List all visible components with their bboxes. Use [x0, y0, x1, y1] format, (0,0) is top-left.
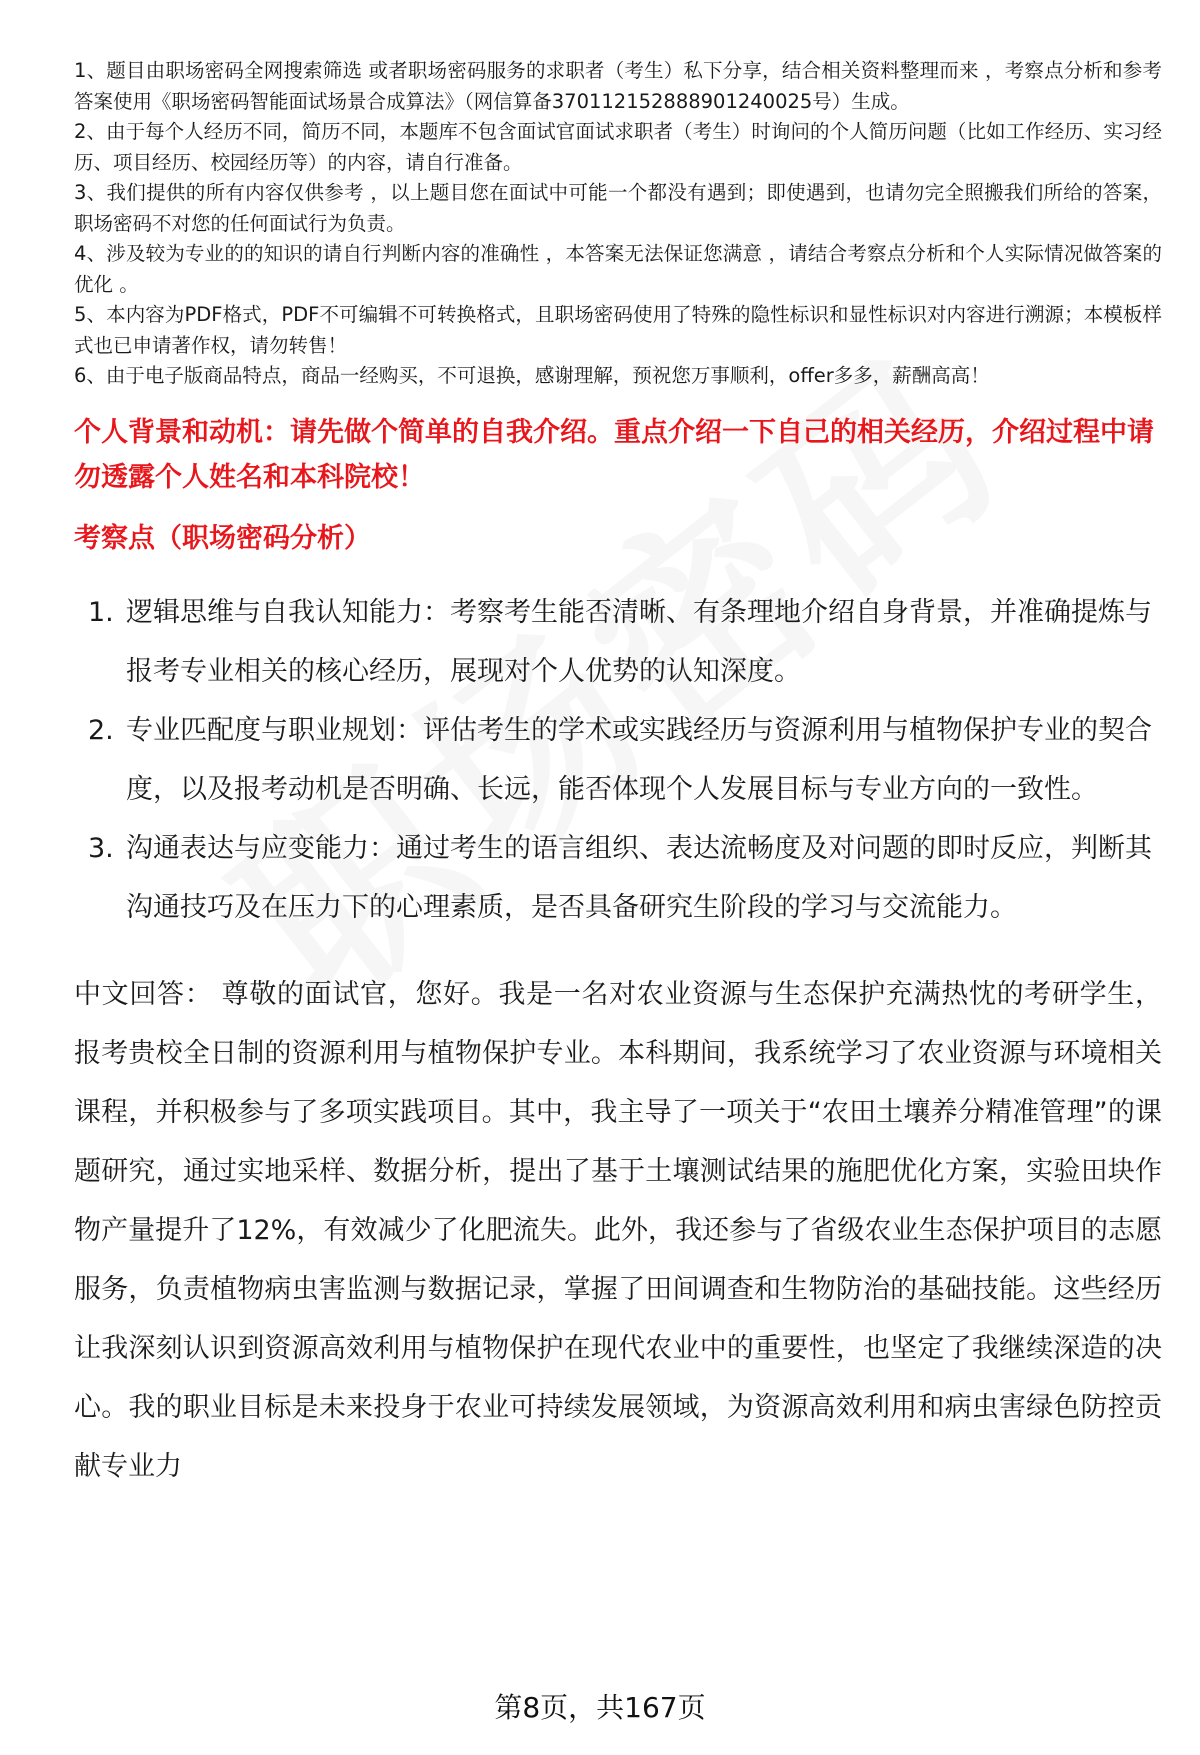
analysis-heading: 考察点（职场密码分析）	[74, 522, 371, 554]
document-page	[74, 56, 1162, 1523]
point-text: 沟通表达与应变能力：通过考生的语言组织、表达流畅度及对问题的即时反应，判断其沟通技巧及在压力下的心理素质，是否具备研究生阶段的学习与交流能力。	[126, 832, 1152, 923]
analysis-point	[74, 819, 1162, 937]
notice-item: 3、我们提供的所有内容仅供参考 ，以上题目您在面试中可能一个都没有遇到；即使遇到，也请勿完全照搬我们所给的答案，职场密码不对您的任何面试行为负责。	[74, 181, 1162, 235]
point-number: 3.	[88, 832, 114, 864]
notice-item: 1、题目由职场密码全网搜索筛选 或者职场密码服务的求职者（考生）私下分享，结合相关资料整理而来 ，考察点分析和参考答案使用《职场密码智能面试场景合成算法》（网信算备370112152888901240025号）生成。	[74, 59, 1162, 113]
answer-paragraph: 中文回答： 尊敬的面试官，您好。我是一名对农业资源与生态保护充满热忱的考研学生，报考贵校全日制的资源利用与植物保护专业。本科期间，我系统学习了农业资源与环境相关课程，并积极参与了多项实践项目。其中，我主导了一项关于“农田土壤养分精准管理”的课题研究，通过实地采样、数据分析，提出了基于土壤测试结果的施肥优化方案，实验田块作物产量提升了12%，有效减少了化肥流失。此外，我还参与了省级农业生态保护项目的志愿服务，负责植物病虫害监测与数据记录，掌握了田间调查和生物防治的基础技能。这些经历让我深刻认识到资源高效利用与植物保护在现代农业中的重要性，也坚定了我继续深造的决心。我的职业目标是未来投身于农业可持续发展领域，为资源高效利用和病虫害绿色防控贡献专业力	[74, 978, 1162, 1482]
point-number: 1.	[88, 596, 114, 628]
notice-item: 6、由于电子版商品特点，商品一经购买，不可退换，感谢理解，预祝您万事顺利，offer多多，薪酬高高！	[74, 364, 990, 387]
question-heading: 个人背景和动机：请先做个简单的自我介绍。重点介绍一下自己的相关经历，介绍过程中请勿透露个人姓名和本科院校！	[74, 416, 1154, 493]
point-text: 逻辑思维与自我认知能力：考察考生能否清晰、有条理地介绍自身背景，并准确提炼与报考专业相关的核心经历，展现对个人优势的认知深度。	[126, 596, 1152, 687]
notice-item: 4、涉及较为专业的的知识的请自行判断内容的准确性 ，本答案无法保证您满意 ，请结合考察点分析和个人实际情况做答案的优化 。	[74, 242, 1162, 296]
analysis-point	[74, 583, 1162, 701]
notice-item: 2、由于每个人经历不同，简历不同，本题库不包含面试官面试求职者（考生）时询问的个人简历问题（比如工作经历、实习经历、项目经历、校园经历等）的内容，请自行准备。	[74, 120, 1162, 174]
notice-item: 5、本内容为PDF格式，PDF不可编辑不可转换格式，且职场密码使用了特殊的隐性标识和显性标识对内容进行溯源；本模板样式也已申请著作权，请勿转售！	[74, 303, 1162, 357]
point-number: 2.	[88, 714, 114, 746]
analysis-point	[74, 701, 1162, 819]
notice-list	[74, 56, 1162, 392]
page-footer: 第8页，共167页	[494, 1691, 706, 1724]
point-text: 专业匹配度与职业规划：评估考生的学术或实践经历与资源利用与植物保护专业的契合度，以及报考动机是否明确、长远，能否体现个人发展目标与专业方向的一致性。	[126, 714, 1152, 805]
analysis-point-list	[74, 583, 1162, 937]
